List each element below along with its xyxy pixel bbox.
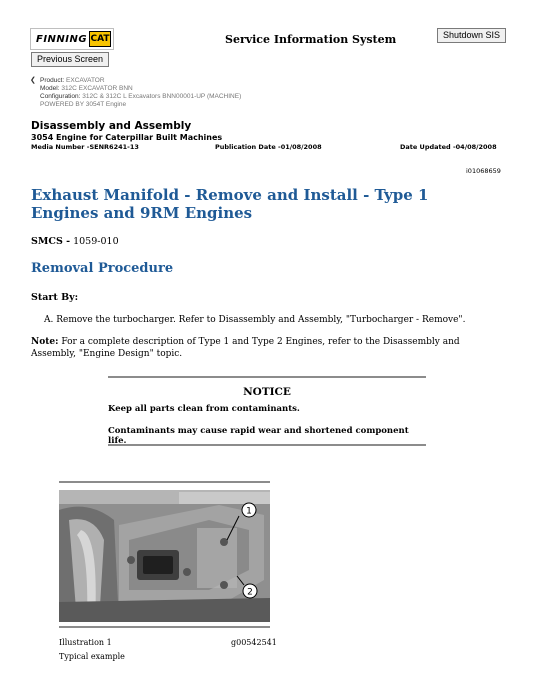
step-a: A. Remove the turbocharger. Refer to Disassembly and Assembly, "Turbocharger - Remove".	[44, 315, 466, 325]
manifold-illustration	[59, 490, 270, 622]
notice-line-1: Keep all parts clean from contaminants.	[108, 404, 300, 414]
model-label: Model:	[40, 85, 60, 92]
product-info	[31, 77, 241, 109]
removal-procedure-heading: Removal Procedure	[31, 261, 174, 276]
model-value: 312C EXCAVATOR BNN	[61, 85, 133, 92]
notice-box	[108, 376, 426, 446]
date-updated: Date Updated -04/08/2008	[400, 143, 497, 151]
exhaust-manifold-photo	[59, 490, 270, 622]
previous-screen-button[interactable]: Previous Screen	[31, 52, 109, 67]
product-label: Product:	[40, 77, 65, 84]
illustration-caption: Typical example	[59, 652, 125, 661]
smcs-code	[31, 236, 119, 247]
media-number: Media Number -SENR6241-13	[31, 143, 139, 151]
smcs-value: 1059-010	[73, 236, 119, 247]
smcs-label: SMCS -	[31, 236, 71, 247]
page-title: Exhaust Manifold - Remove and Install - Type 1 Engines and 9RM Engines	[31, 186, 429, 222]
product-value: EXCAVATOR	[66, 77, 105, 84]
callout-1: 1	[246, 506, 252, 517]
publication-date: Publication Date -01/08/2008	[215, 143, 322, 151]
notice-title: NOTICE	[243, 386, 291, 398]
logo-finning-text: FINNING	[36, 33, 88, 45]
finning-cat-logo	[30, 28, 114, 50]
start-by-label: Start By:	[31, 292, 79, 303]
illustration-id: g00542541	[231, 638, 277, 647]
illustration-label: Illustration 1	[59, 638, 112, 647]
back-arrow-icon[interactable]: ❮	[30, 77, 36, 84]
configuration-value: 312C & 312C L Excavators BNN00001-UP (MACHINE)	[82, 93, 242, 100]
document-id: i01068659	[466, 167, 501, 175]
callout-2: 2	[247, 587, 253, 598]
figure-top-rule	[59, 481, 270, 483]
shutdown-sis-button[interactable]: Shutdown SIS	[437, 28, 506, 43]
figure-bottom-rule	[59, 626, 270, 628]
document-subtitle: 3054 Engine for Caterpillar Built Machines	[31, 133, 223, 142]
logo-cat-badge: CAT	[89, 31, 111, 47]
system-title: Service Information System	[225, 33, 397, 46]
section-title: Disassembly and Assembly	[31, 120, 192, 132]
note-label: Note:	[31, 337, 59, 347]
note-text: For a complete description of Type 1 and Type 2 Engines, refer to the Disassembly and Assembly, "Engine Design" topic.	[31, 337, 460, 359]
notice-line-2: Contaminants may cause rapid wear and shortened component life.	[108, 426, 409, 446]
note-paragraph	[31, 336, 501, 360]
powered-by: POWERED BY 3054T Engine	[40, 101, 127, 108]
configuration-label: Configuration:	[40, 93, 81, 100]
